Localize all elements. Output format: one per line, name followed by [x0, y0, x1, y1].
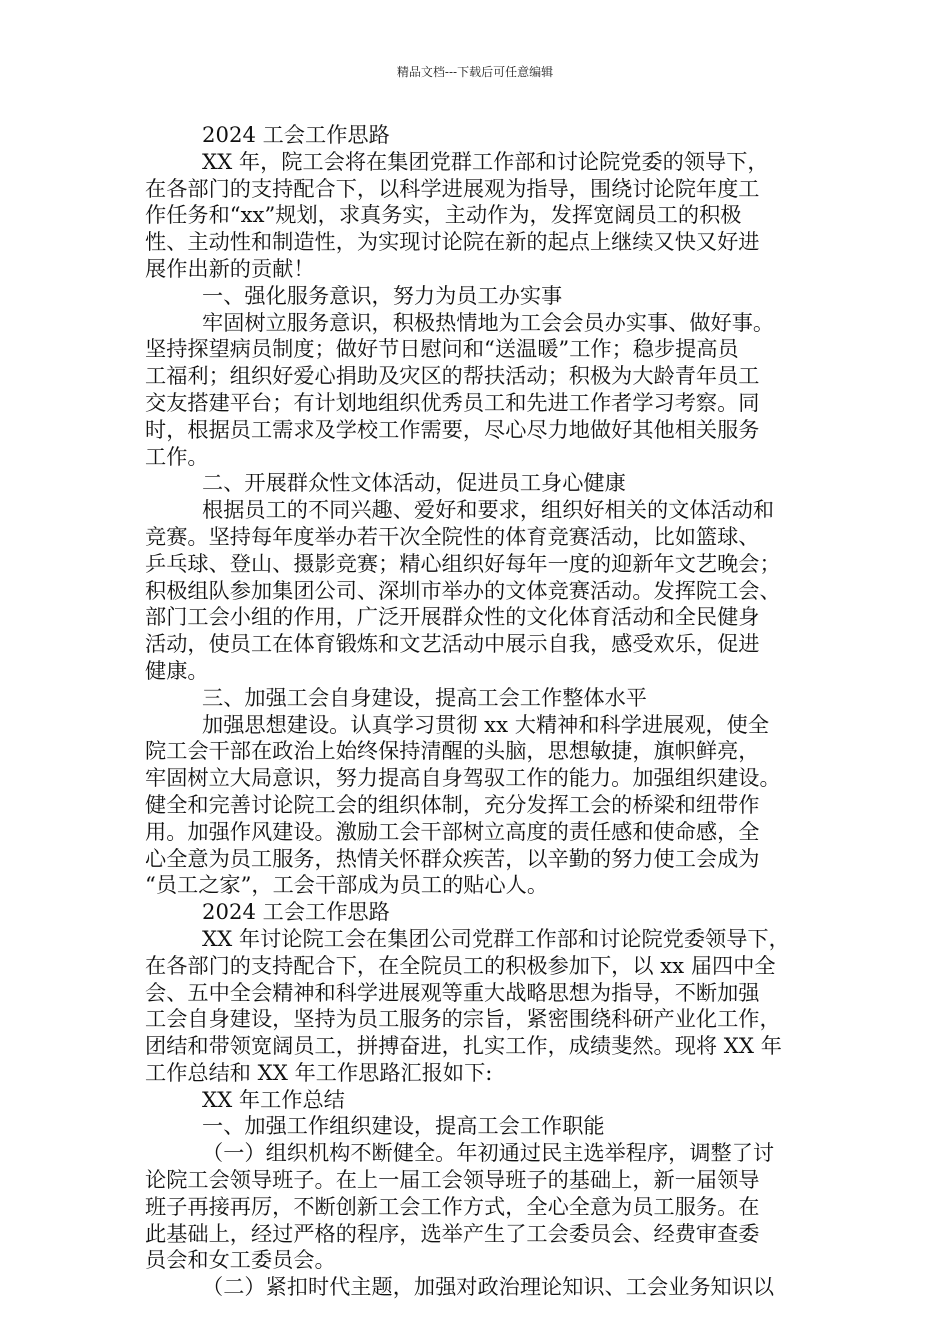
- document-body: [145, 122, 821, 1301]
- document-line: 工作。: [145, 443, 209, 469]
- document-line: 健康。: [145, 657, 209, 683]
- document-line: 作任务和“xx”规划，求真务实，主动作为，发挥宽阔员工的积极: [145, 202, 742, 228]
- document-line: 乒乓球、登山、摄影竞赛；精心组织好每年一度的迎新年文艺晚会；: [145, 550, 781, 576]
- document-line: 牢固树立服务意识，积极热情地为工会会员办实事、做好事。: [202, 309, 775, 335]
- document-line: 此基础上，经过严格的程序，选举产生了工会委员会、经费审查委: [145, 1220, 760, 1246]
- document-line: 工福利；组织好爱心捐助及灾区的帮扶活动；积极为大龄青年员工: [145, 363, 760, 389]
- document-line: 员会和女工委员会。: [145, 1247, 336, 1273]
- document-line: 在各部门的支持配合下，以科学进展观为指导，围绕讨论院年度工: [145, 175, 760, 201]
- document-line: XX 年讨论院工会在集团公司党群工作部和讨论院党委领导下，: [202, 925, 790, 951]
- document-line: 牢固树立大局意识，努力提高自身驾驭工作的能力。加强组织建设。: [145, 765, 781, 791]
- document-line: “员工之家”，工会干部成为员工的贴心人。: [145, 872, 549, 898]
- document-line: 工会自身建设，坚持为员工服务的宗旨，紧密围绕科研产业化工作，: [145, 1006, 781, 1032]
- document-line: （二）紧扣时代主题，加强对政治理论知识、工会业务知识以: [202, 1274, 775, 1300]
- document-line: （一）组织机构不断健全。年初通过民主选举程序，调整了讨: [202, 1140, 775, 1166]
- document-line: 2024 工会工作思路: [202, 122, 390, 147]
- document-line: 一、强化服务意识，努力为员工办实事: [202, 282, 563, 308]
- document-line: 一、加强工作组织建设，提高工会工作职能: [202, 1113, 605, 1139]
- document-line: 活动，使员工在体育锻炼和文艺活动中展示自我，感受欢乐，促进: [145, 631, 760, 657]
- document-line: XX 年，院工会将在集团党群工作部和讨论院党委的领导下，: [202, 148, 769, 174]
- document-line: 团结和带领宽阔员工，拼搏奋进，扎实工作，成绩斐然。现将 XX 年: [145, 1033, 782, 1059]
- document-line: 性、主动性和制造性，为实现讨论院在新的起点上继续又快又好进: [145, 229, 760, 255]
- document-line: 竞赛。坚持每年度举办若干次全院性的体育竞赛活动，比如篮球、: [145, 523, 760, 549]
- document-line: 加强思想建设。认真学习贯彻 xx 大精神和科学进展观，使全: [202, 711, 770, 737]
- document-line: 坚持探望病员制度；做好节日慰问和“送温暖”工作；稳步提高员: [145, 336, 739, 362]
- document-line: 班子再接再厉，不断创新工会工作方式，全心全意为员工服务。在: [145, 1193, 760, 1219]
- document-line: 三、加强工会自身建设，提高工会工作整体水平: [202, 684, 647, 710]
- document-line: 根据员工的不同兴趣、爱好和要求，组织好相关的文体活动和: [202, 497, 775, 523]
- document-line: 用。加强作风建设。激励工会干部树立高度的责任感和使命感，全: [145, 818, 760, 844]
- document-line: 工作总结和 XX 年工作思路汇报如下:: [145, 1059, 493, 1085]
- document-line: 交友搭建平台；有计划地组织优秀员工和先进工作者学习考察。同: [145, 389, 760, 415]
- document-line: 积极组队参加集团公司、深圳市举办的文体竞赛活动。发挥院工会、: [145, 577, 781, 603]
- document-line: 会、五中全会精神和科学进展观等重大战略思想为指导，不断加强: [145, 979, 760, 1005]
- document-line: 展作出新的贡献！: [145, 255, 315, 281]
- document-line: 在各部门的支持配合下，在全院员工的积极参加下，以 xx 届四中全: [145, 952, 776, 978]
- document-line: 部门工会小组的作用，广泛开展群众性的文化体育活动和全民健身: [145, 604, 760, 630]
- document-line: 心全意为员工服务，热情关怀群众疾苦，以辛勤的努力使工会成为: [145, 845, 760, 871]
- document-line: 时，根据员工需求及学校工作需要，尽心尽力地做好其他相关服务: [145, 416, 760, 442]
- document-line: 2024 工会工作思路: [202, 899, 390, 925]
- document-header-note: 精品文档---下载后可任意编辑: [396, 65, 554, 79]
- document-line: 论院工会领导班子。在上一届工会领导班子的基础上，新一届领导: [145, 1167, 760, 1193]
- document-line: 健全和完善讨论院工会的组织体制，充分发挥工会的桥梁和纽带作: [145, 791, 760, 817]
- document-line: XX 年工作总结: [202, 1086, 345, 1112]
- document-line: 院工会干部在政治上始终保持清醒的头脑，思想敏捷，旗帜鲜亮，: [145, 738, 760, 764]
- document-line: 二、开展群众性文体活动，促进员工身心健康: [202, 470, 626, 496]
